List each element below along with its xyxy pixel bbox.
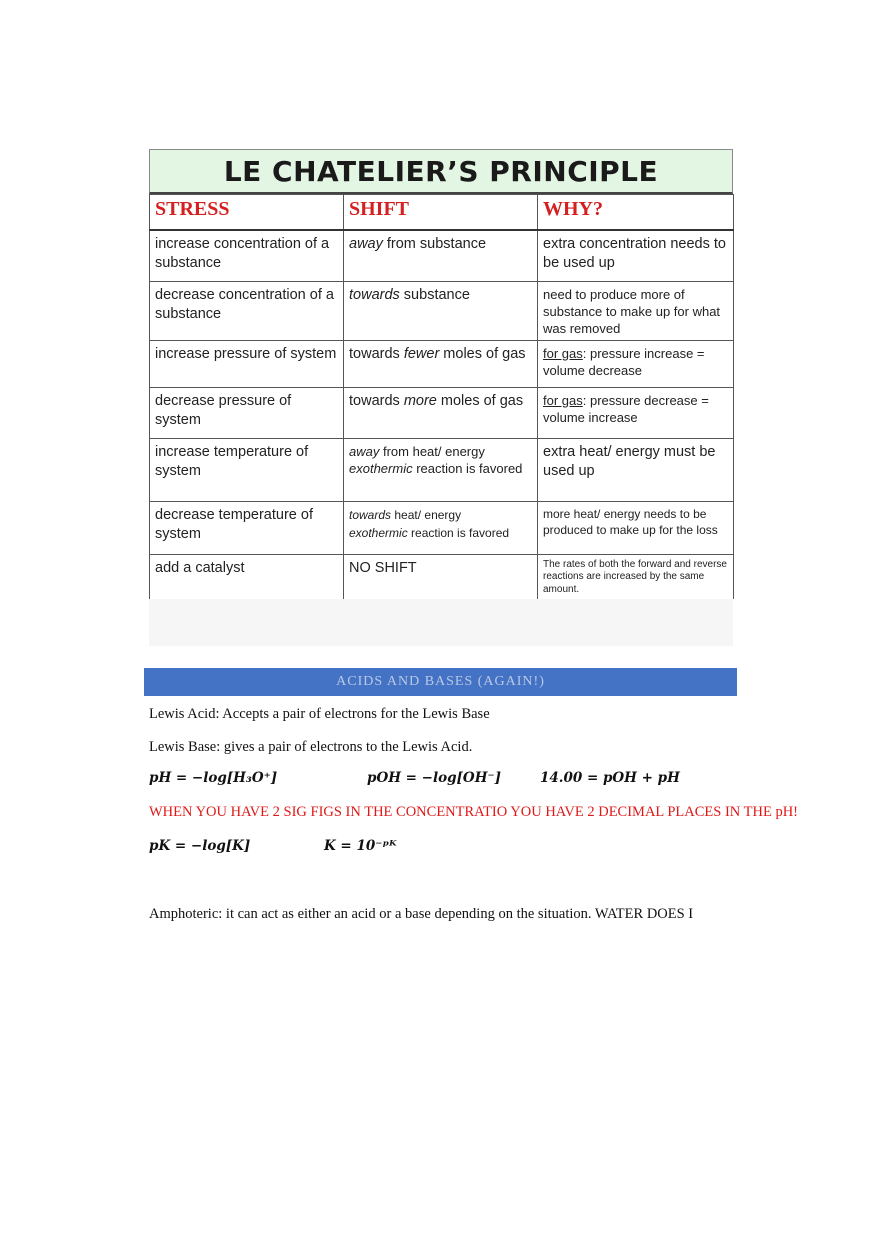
shift-cell: towards fewer moles of gas (344, 340, 538, 387)
header-shift: SHIFT (344, 195, 538, 231)
ph-poh-sum-equation: 14.00 = pOH + pH (540, 770, 680, 786)
shift-cell: towards more moles of gas (344, 387, 538, 438)
le-chatelier-table (149, 194, 734, 599)
table-row (150, 230, 734, 281)
amphoteric-definition: Amphoteric: it can act as either an acid or a base depending on the situation. WATER DOES I (149, 906, 694, 922)
why-cell: extra heat/ energy must be used up (538, 438, 734, 501)
shift-cell: towards heat/ energy exothermic reaction is favored (344, 501, 538, 554)
stress-cell: decrease concentration of a substance (150, 281, 344, 340)
shift-cell: towards substance (344, 281, 538, 340)
why-cell: more heat/ energy needs to be produced to make up for the loss (538, 501, 734, 554)
table-row (150, 387, 734, 438)
stress-cell: increase pressure of system (150, 340, 344, 387)
table-row (150, 340, 734, 387)
table-title: LE CHATELIER’S PRINCIPLE (149, 149, 733, 194)
table-row (150, 438, 734, 501)
poh-equation: pOH = −log[OH⁻] (367, 770, 501, 786)
stress-cell: increase concentration of a substance (150, 230, 344, 281)
why-cell: for gas: pressure increase = volume decrease (538, 340, 734, 387)
k-equation: K = 10⁻ᵖᴷ (324, 838, 397, 854)
shift-cell: away from heat/ energy exothermic reaction is favored (344, 438, 538, 501)
why-cell: The rates of both the forward and reverse reactions are increased by the same amount. (538, 554, 734, 599)
table-header-row (150, 195, 734, 231)
table-row (150, 281, 734, 340)
stress-cell: decrease pressure of system (150, 387, 344, 438)
why-cell: extra concentration needs to be used up (538, 230, 734, 281)
header-stress: STRESS (150, 195, 344, 231)
ph-equation: pH = −log[H₃O⁺] (149, 770, 278, 786)
pk-equation: pK = −log[K] (149, 838, 251, 854)
sig-fig-note: WHEN YOU HAVE 2 SIG FIGS IN THE CONCENTRATIO YOU HAVE 2 DECIMAL PLACES IN THE pH! (149, 804, 798, 820)
le-chatelier-table-image (149, 149, 733, 646)
shift-cell: away from substance (344, 230, 538, 281)
lewis-acid-definition: Lewis Acid: Accepts a pair of electrons for the Lewis Base (149, 706, 490, 722)
stress-cell: increase temperature of system (150, 438, 344, 501)
why-cell: for gas: pressure decrease = volume increase (538, 387, 734, 438)
stress-cell: decrease temperature of system (150, 501, 344, 554)
lewis-base-definition: Lewis Base: gives a pair of electrons to the Lewis Acid. (149, 739, 473, 755)
table-row (150, 554, 734, 599)
header-why: WHY? (538, 195, 734, 231)
section-header: ACIDS AND BASES (AGAIN!) (144, 668, 737, 696)
table-row (150, 501, 734, 554)
stress-cell: add a catalyst (150, 554, 344, 599)
why-cell: need to produce more of substance to make up for what was removed (538, 281, 734, 340)
shift-cell: NO SHIFT (344, 554, 538, 599)
